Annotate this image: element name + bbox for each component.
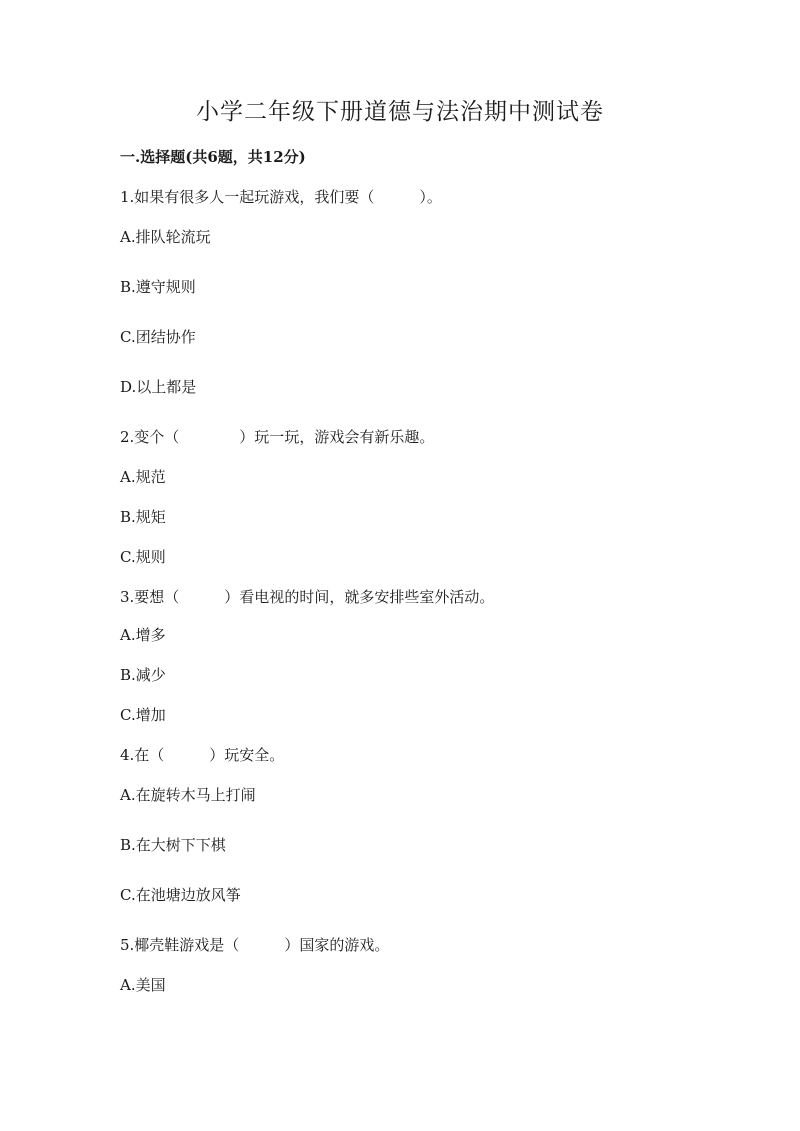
section-heading: 一.选择题(共6题，共12分) bbox=[120, 148, 306, 166]
answer-option: A.增多 bbox=[120, 626, 166, 644]
answer-option: A.规范 bbox=[120, 468, 166, 486]
answer-option: D.以上都是 bbox=[120, 378, 197, 396]
answer-option: A.美国 bbox=[120, 976, 166, 994]
question-stem: 1.如果有很多人一起玩游戏，我们要（ ）。 bbox=[120, 188, 442, 206]
answer-option: B.在大树下下棋 bbox=[120, 836, 226, 854]
question-stem: 2.变个（ ）玩一玩，游戏会有新乐趣。 bbox=[120, 428, 435, 446]
answer-option: C.在池塘边放风筝 bbox=[120, 886, 241, 904]
answer-option: C.增加 bbox=[120, 706, 166, 724]
question-stem: 4.在（ ）玩安全。 bbox=[120, 746, 285, 764]
answer-option: A.在旋转木马上打闹 bbox=[120, 786, 256, 804]
page-title: 小学二年级下册道德与法治期中测试卷 bbox=[196, 99, 604, 125]
answer-option: C.规则 bbox=[120, 548, 166, 566]
answer-option: A.排队轮流玩 bbox=[120, 228, 211, 246]
answer-option: B.遵守规则 bbox=[120, 278, 196, 296]
question-stem: 5.椰壳鞋游戏是（ ）国家的游戏。 bbox=[120, 936, 390, 954]
answer-option: C.团结协作 bbox=[120, 328, 196, 346]
answer-option: B.规矩 bbox=[120, 508, 166, 526]
answer-option: B.减少 bbox=[120, 666, 166, 684]
question-stem: 3.要想（ ）看电视的时间，就多安排些室外活动。 bbox=[120, 588, 495, 606]
